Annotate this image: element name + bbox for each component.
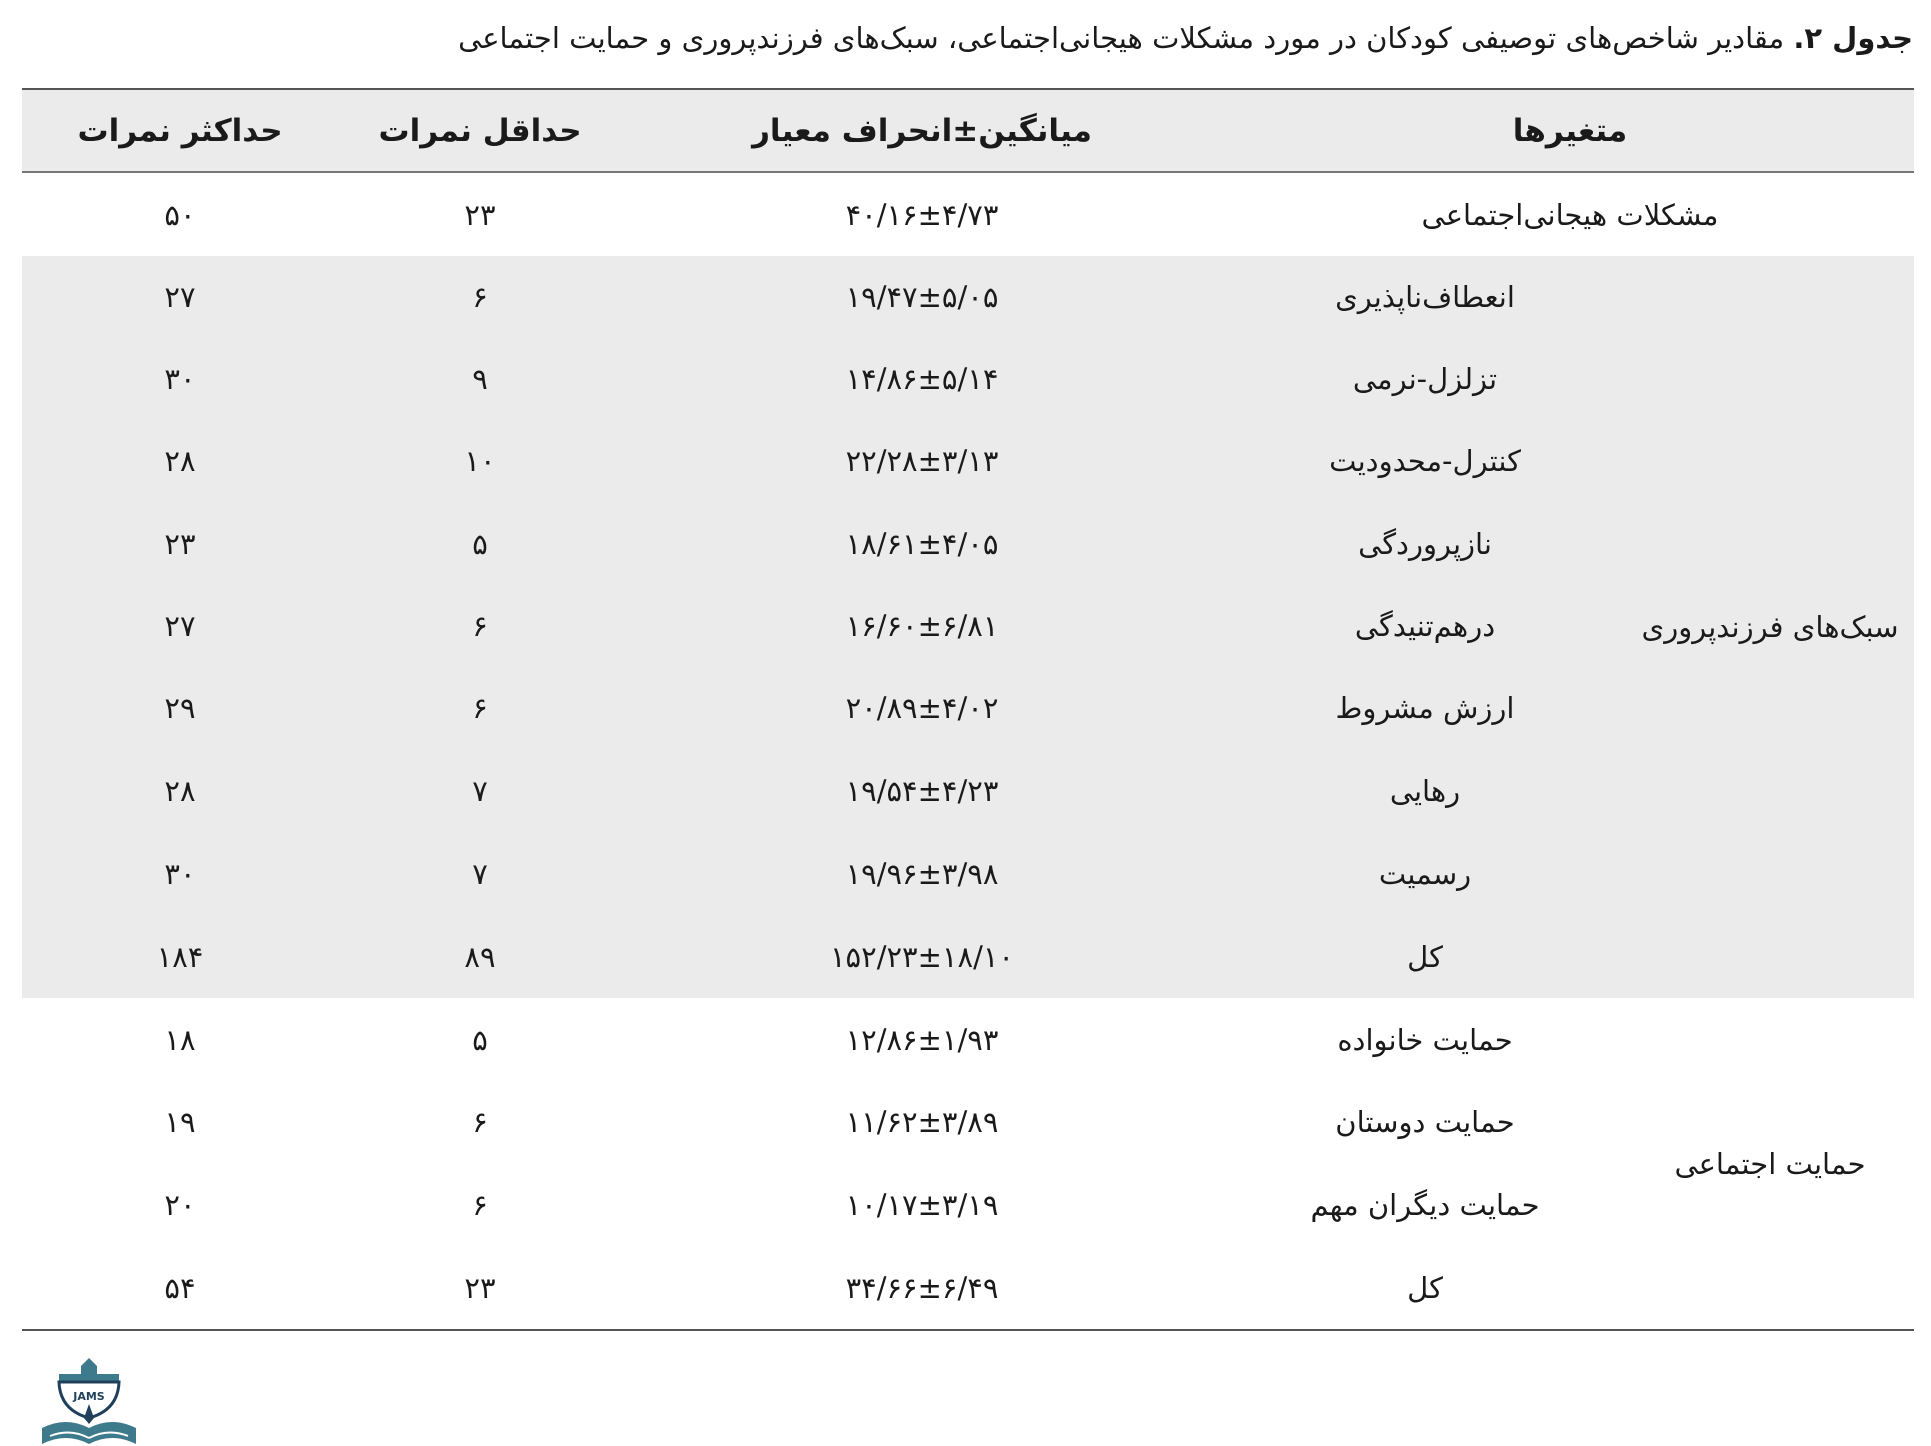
parenting-row-3-min: ۱۰: [464, 444, 496, 478]
support-row-3-mean-sd: ۱۰/۱۷±۳/۱۹: [845, 1187, 999, 1222]
parenting-row-3-max: ۲۸: [164, 444, 196, 478]
parenting-row-9-min: ۸۹: [464, 939, 496, 974]
parenting-row-6-max: ۲۹: [164, 691, 196, 725]
group-parenting-label: سبک‌های فرزندپروری: [1641, 610, 1899, 644]
support-row-2-max: ۱۹: [164, 1105, 196, 1139]
support-row-1-max: ۱۸: [164, 1022, 196, 1057]
parenting-row-9-max: ۱۸۴: [156, 939, 204, 974]
parenting-row-1-min: ۶: [472, 280, 488, 314]
support-row-3-min: ۶: [472, 1187, 488, 1222]
parenting-row-8-mean-sd: ۱۹/۹۶±۳/۹۸: [845, 856, 999, 891]
parenting-row-4-label: نازپروردگی: [1358, 526, 1492, 561]
parenting-row-7-mean-sd: ۱۹/۵۴±۴/۲۳: [845, 773, 999, 808]
support-row-1-min: ۵: [472, 1022, 488, 1057]
parenting-row-4-min: ۵: [472, 526, 488, 561]
parenting-row-8-max: ۳۰: [164, 856, 196, 891]
support-row-4-max: ۵۴: [164, 1270, 196, 1305]
parenting-row-2-label: تزلزل-نرمی: [1352, 362, 1498, 396]
parenting-row-5-min: ۶: [472, 609, 488, 643]
parenting-row-6-label: ارزش مشروط: [1335, 691, 1515, 725]
row-main-min: ۲۳: [464, 197, 496, 232]
parenting-row-3-label: کنترل-محدودیت: [1329, 444, 1521, 478]
parenting-row-1-mean-sd: ۱۹/۴۷±۵/۰۵: [845, 280, 999, 314]
parenting-row-5-mean-sd: ۱۶/۶۰±۶/۸۱: [845, 609, 999, 643]
bottom-rule: [22, 1329, 1914, 1331]
support-row-4-mean-sd: ۳۴/۶۶±۶/۴۹: [845, 1270, 999, 1305]
parenting-row-5-max: ۲۷: [164, 609, 196, 643]
caption-text: مقادیر شاخص‌های توصیفی کودکان در مورد مشکلات هیجانی‌اجتماعی، سبک‌های فرزندپروری و حمایت اجتماعی: [458, 21, 1785, 55]
parenting-row-3-mean-sd: ۲۲/۲۸±۳/۱۳: [845, 444, 999, 478]
row-main-label: مشکلات هیجانی‌اجتماعی: [1421, 197, 1719, 232]
parenting-row-2-min: ۹: [472, 362, 488, 396]
row-main-max: ۵۰: [164, 197, 196, 232]
parenting-row-2-max: ۳۰: [164, 362, 196, 396]
support-row-3-label: حمایت دیگران مهم: [1310, 1187, 1540, 1222]
parenting-row-6-min: ۶: [472, 691, 488, 725]
parenting-row-8-min: ۷: [472, 856, 488, 891]
parenting-row-7-label: رهایی: [1389, 773, 1461, 808]
support-row-4-min: ۲۳: [464, 1270, 496, 1305]
parenting-row-4-max: ۲۳: [164, 526, 196, 561]
support-row-2-label: حمایت دوستان: [1335, 1105, 1515, 1139]
logo-text: JAMS: [73, 1390, 105, 1403]
row-main-mean-sd: ۴۰/۱۶±۴/۷۳: [845, 197, 999, 232]
parenting-row-9-label: کل: [1407, 939, 1443, 974]
parenting-row-6-mean-sd: ۲۰/۸۹±۴/۰۲: [845, 691, 999, 725]
group-support-label: حمایت اجتماعی: [1674, 1146, 1866, 1181]
parenting-row-4-mean-sd: ۱۸/۶۱±۴/۰۵: [845, 526, 999, 561]
parenting-row-7-max: ۲۸: [164, 773, 196, 808]
header-max: حداکثر نمرات: [77, 112, 283, 149]
support-row-4-label: کل: [1407, 1270, 1443, 1305]
support-row-2-mean-sd: ۱۱/۶۲±۳/۸۹: [845, 1105, 999, 1139]
parenting-row-5-label: درهم‌تنیدگی: [1354, 609, 1496, 643]
parenting-row-8-label: رسمیت: [1378, 856, 1472, 891]
parenting-row-2-mean-sd: ۱۴/۸۶±۵/۱۴: [845, 362, 999, 396]
header-mean-sd: میانگین±انحراف معیار: [752, 112, 1092, 149]
parenting-row-7-min: ۷: [472, 773, 488, 808]
header-variables: متغیرها: [1512, 112, 1628, 149]
support-row-2-min: ۶: [472, 1105, 488, 1139]
parenting-row-9-mean-sd: ۱۵۲/۲۳±۱۸/۱۰: [829, 939, 1015, 974]
caption-label: جدول ۲.: [1793, 21, 1913, 55]
parenting-row-1-max: ۲۷: [164, 280, 196, 314]
table-caption: [18, 14, 1913, 62]
parenting-row-1-label: انعطاف‌ناپذیری: [1335, 280, 1515, 314]
support-row-3-max: ۲۰: [164, 1187, 196, 1222]
support-row-1-mean-sd: ۱۲/۸۶±۱/۹۳: [845, 1022, 999, 1057]
support-row-1-label: حمایت خانواده: [1337, 1022, 1513, 1057]
header-min: حداقل نمرات: [378, 112, 582, 149]
jams-logo-icon: [24, 1352, 154, 1446]
